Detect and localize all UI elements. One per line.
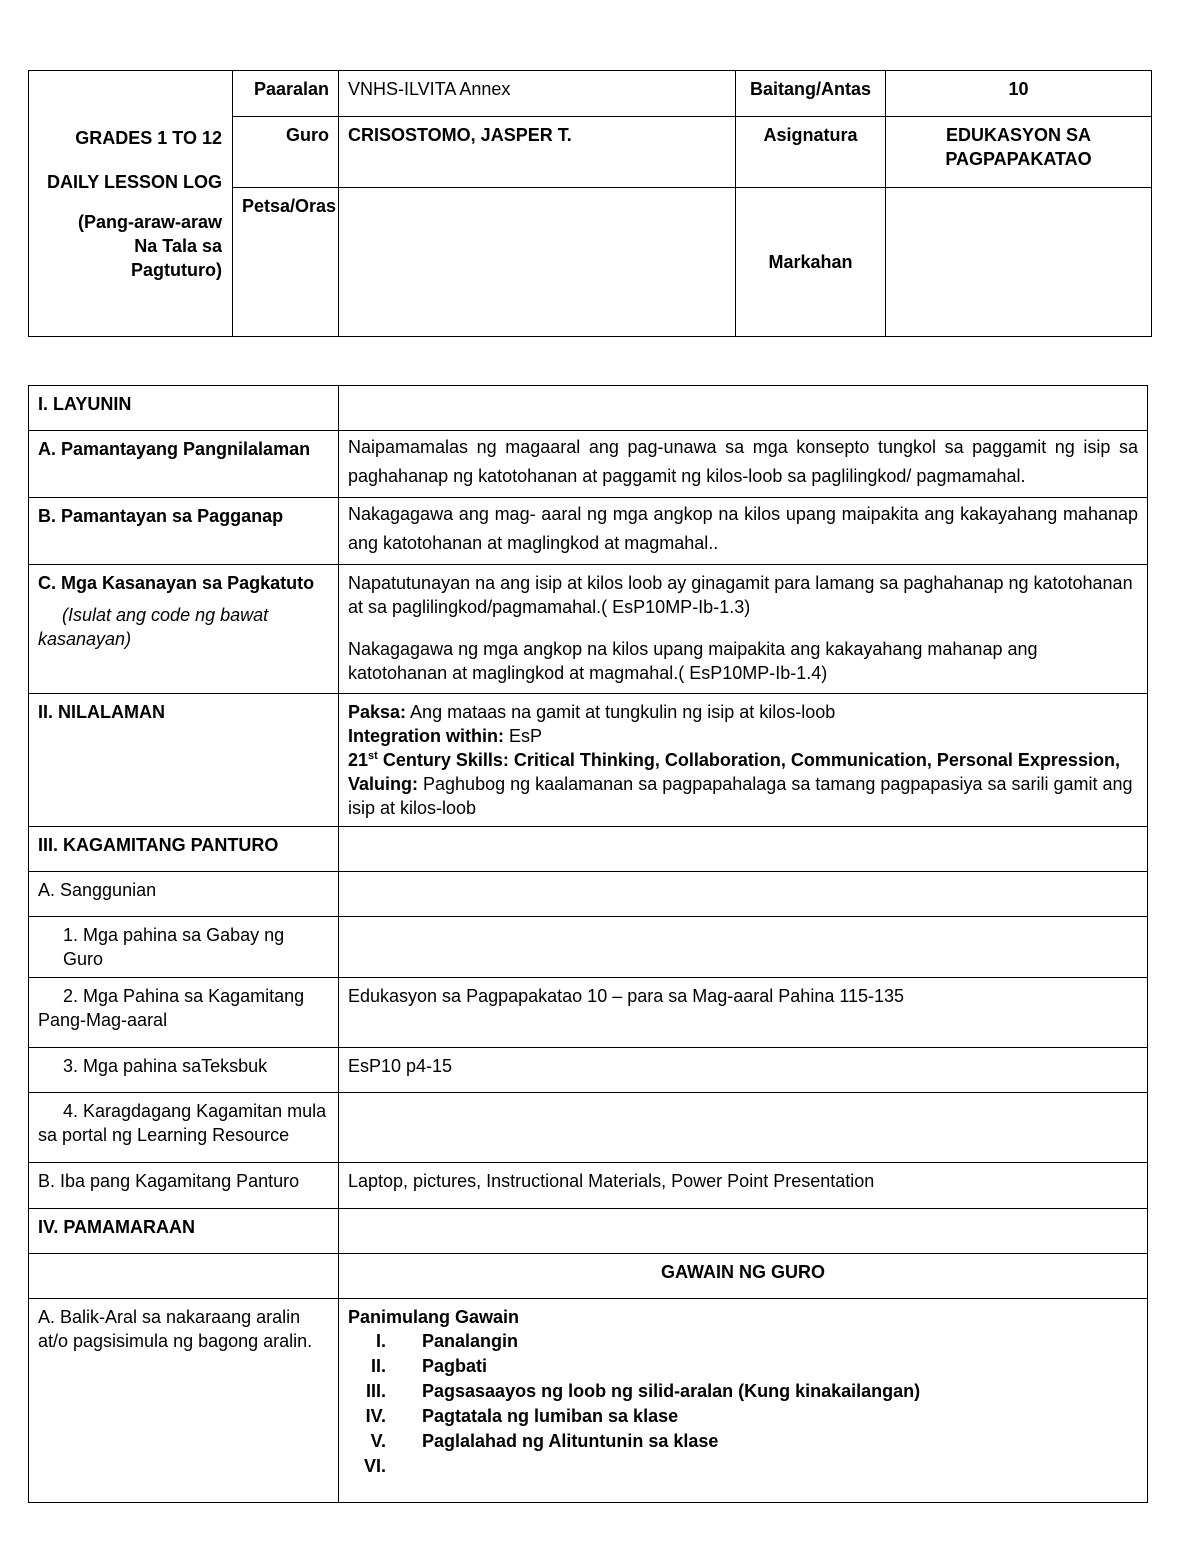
list-item [348,1429,1138,1454]
nilalaman-value [339,694,1148,827]
integration-line [348,724,1138,748]
sanggunian-value [339,872,1148,917]
skills-prefix: 21 [348,750,369,770]
asignatura-value: EDUKASYON SA PAGPAPAKATAO [886,117,1152,188]
markahan-value [886,188,1152,337]
list-item [348,1354,1138,1379]
lesson-table [28,385,1148,1503]
layunin-heading: I. LAYUNIN [29,386,339,431]
list-item-number: VI. [363,1456,386,1476]
gawain-header: GAWAIN NG GURO [339,1254,1148,1299]
table-row [29,1209,1148,1254]
karagdagang-label: 4. Karagdagang Kagamitan mula sa portal ng Learning Resource [29,1093,339,1163]
valuing-value: Paghubog ng kaalamanan sa pagpapahalaga sa tamang pagpapasiya sa sarili gamit ang isip at kilos-loob [348,774,1133,818]
table-row [29,1093,1148,1163]
kagamitang-label: 2. Mga Pahina sa Kagamitang Pang-Mag-aaral [29,978,339,1048]
baitang-label: Baitang/Antas [736,71,886,117]
list-item [348,1379,1138,1404]
title-line-2: DAILY LESSON LOG [46,171,222,192]
skills-line [348,748,1138,772]
nilalaman-label: II. NILALAMAN [29,694,339,827]
skills-sup: st [368,750,378,762]
valuing-line [348,772,1138,820]
table-row [29,498,1148,565]
title-line-1: GRADES 1 TO 12 [75,127,222,148]
valuing-label: Valuing: [348,774,419,794]
iba-label: B. Iba pang Kagamitang Panturo [29,1163,339,1209]
table-row [29,1163,1148,1209]
table-row [29,565,1148,694]
guro-value: CRISOSTOMO, JASPER T. [339,117,736,188]
paaralan-value: VNHS-ILVITA Annex [339,71,736,117]
list-item-number: I. [375,1331,386,1351]
baitang-value: 10 [886,71,1152,117]
paksa-value: Ang mataas na gamit at tungkulin ng isip at kilos-loob [406,702,836,722]
asignatura-label: Asignatura [736,117,886,188]
integration-label: Integration within: [348,726,504,746]
pamamaraan-heading: IV. PAMAMARAAN [29,1209,339,1254]
karagdagang-value [339,1093,1148,1163]
list-item-number: V. [370,1431,386,1451]
header-table [28,70,1152,337]
kagamitang-value: Edukasyon sa Pagpapakatao 10 – para sa Mag-aaral Pahina 115-135 [339,978,1148,1048]
pamantayang-pangnilalaman-value: Naipamamalas ng magaaral ang pag-unawa sa mga konsepto tungkol sa paggamit ng isip sa paghahanap ng katotohanan at paggamit ng kilos-loob sa paglilingkod/ pagmamahal. [339,431,1148,498]
paaralan-label: Paaralan [233,71,339,117]
layunin-value [339,386,1148,431]
list-item [348,1329,1138,1354]
list-item [348,1454,1138,1479]
teksbuk-value: EsP10 p4-15 [339,1048,1148,1093]
table-row [29,694,1148,827]
kagamitan-value [339,827,1148,872]
gabay-label: 1. Mga pahina sa Gabay ng Guro [29,917,339,978]
list-item-number: III. [365,1381,386,1401]
petsa-value [339,188,736,337]
list-item-text: Panalangin [422,1331,519,1351]
gawain-empty [29,1254,339,1299]
petsa-label: Petsa/Oras [233,188,339,337]
teksbuk-label: 3. Mga pahina saTeksbuk [29,1048,339,1093]
integration-value: EsP [503,726,542,746]
kasanayan-value [339,565,1148,694]
pamantayan-pagganap-label: B. Pamantayan sa Pagganap [29,498,339,565]
skills-text: Century Skills: Critical Thinking, Collaboration, Communication, Personal Expression, [377,750,1120,770]
paksa-label: Paksa: [348,702,407,722]
table-row [29,1048,1148,1093]
balik-aral-label: A. Balik-Aral sa nakaraang aralin at/o pagsisimula ng bagong aralin. [29,1299,339,1503]
guro-label: Guro [233,117,339,188]
table-row [29,431,1148,498]
kasanayan-label: C. Mga Kasanayan sa Pagkatuto [38,573,315,593]
list-item-number: II. [370,1356,386,1376]
list-item-text [396,1454,422,1479]
panimulang-cell [339,1299,1148,1503]
list-item-text: Pagtatala ng lumiban sa klase [422,1406,679,1426]
list-item-number: IV. [365,1406,386,1426]
table-row [29,917,1148,978]
list-item-text: Pagsasaayos ng loob ng silid-aralan (Kung kinakailangan) [422,1381,921,1401]
sanggunian-label: A. Sanggunian [29,872,339,917]
kagamitan-heading: III. KAGAMITANG PANTURO [29,827,339,872]
panimulang-title: Panimulang Gawain [348,1307,520,1327]
title-line-3: (Pang-araw-araw [77,211,222,232]
kasanayan-note: (Isulat ang code ng bawat kasanayan) [38,605,269,649]
list-item [348,1404,1138,1429]
list-item-text: Paglalahad ng Alituntunin sa klase [422,1431,719,1451]
table-row [29,978,1148,1048]
iba-value: Laptop, pictures, Instructional Materials, Power Point Presentation [339,1163,1148,1209]
table-row [29,872,1148,917]
table-row [29,1254,1148,1299]
markahan-label: Markahan [736,188,886,337]
kasanayan-value-2: Nakagagawa ng mga angkop na kilos upang maipakita ang kakayahang mahanap ang katotohanan at maglingkod at magmahal.( EsP10MP-Ib-1.4) [348,639,1038,683]
kasanayan-cell [29,565,339,694]
table-row [29,386,1148,431]
pamantayang-pangnilalaman-label: A. Pamantayang Pangnilalaman [29,431,339,498]
pamantayan-pagganap-value: Nakagagawa ang mag- aaral ng mga angkop na kilos upang maipakita ang kakayahang mahanap ang katotohanan at maglingkod at magmahal.. [339,498,1148,565]
title-line-5: Pagtuturo) [131,259,222,280]
panimulang-list [348,1329,1138,1479]
table-row [29,1299,1148,1503]
dll-title [29,71,233,337]
title-line-4: Na Tala sa [134,235,222,256]
gabay-value [339,917,1148,978]
kasanayan-value-1: Napatutunayan na ang isip at kilos loob ay ginagamit para lamang sa paghahanap ng katotohanan at sa paglilingkod/pagmamahal.( EsP10MP-Ib-1.3) [348,573,1133,617]
list-item-text: Pagbati [422,1356,488,1376]
pamamaraan-value [339,1209,1148,1254]
paksa-line [348,700,1138,724]
table-row [29,827,1148,872]
